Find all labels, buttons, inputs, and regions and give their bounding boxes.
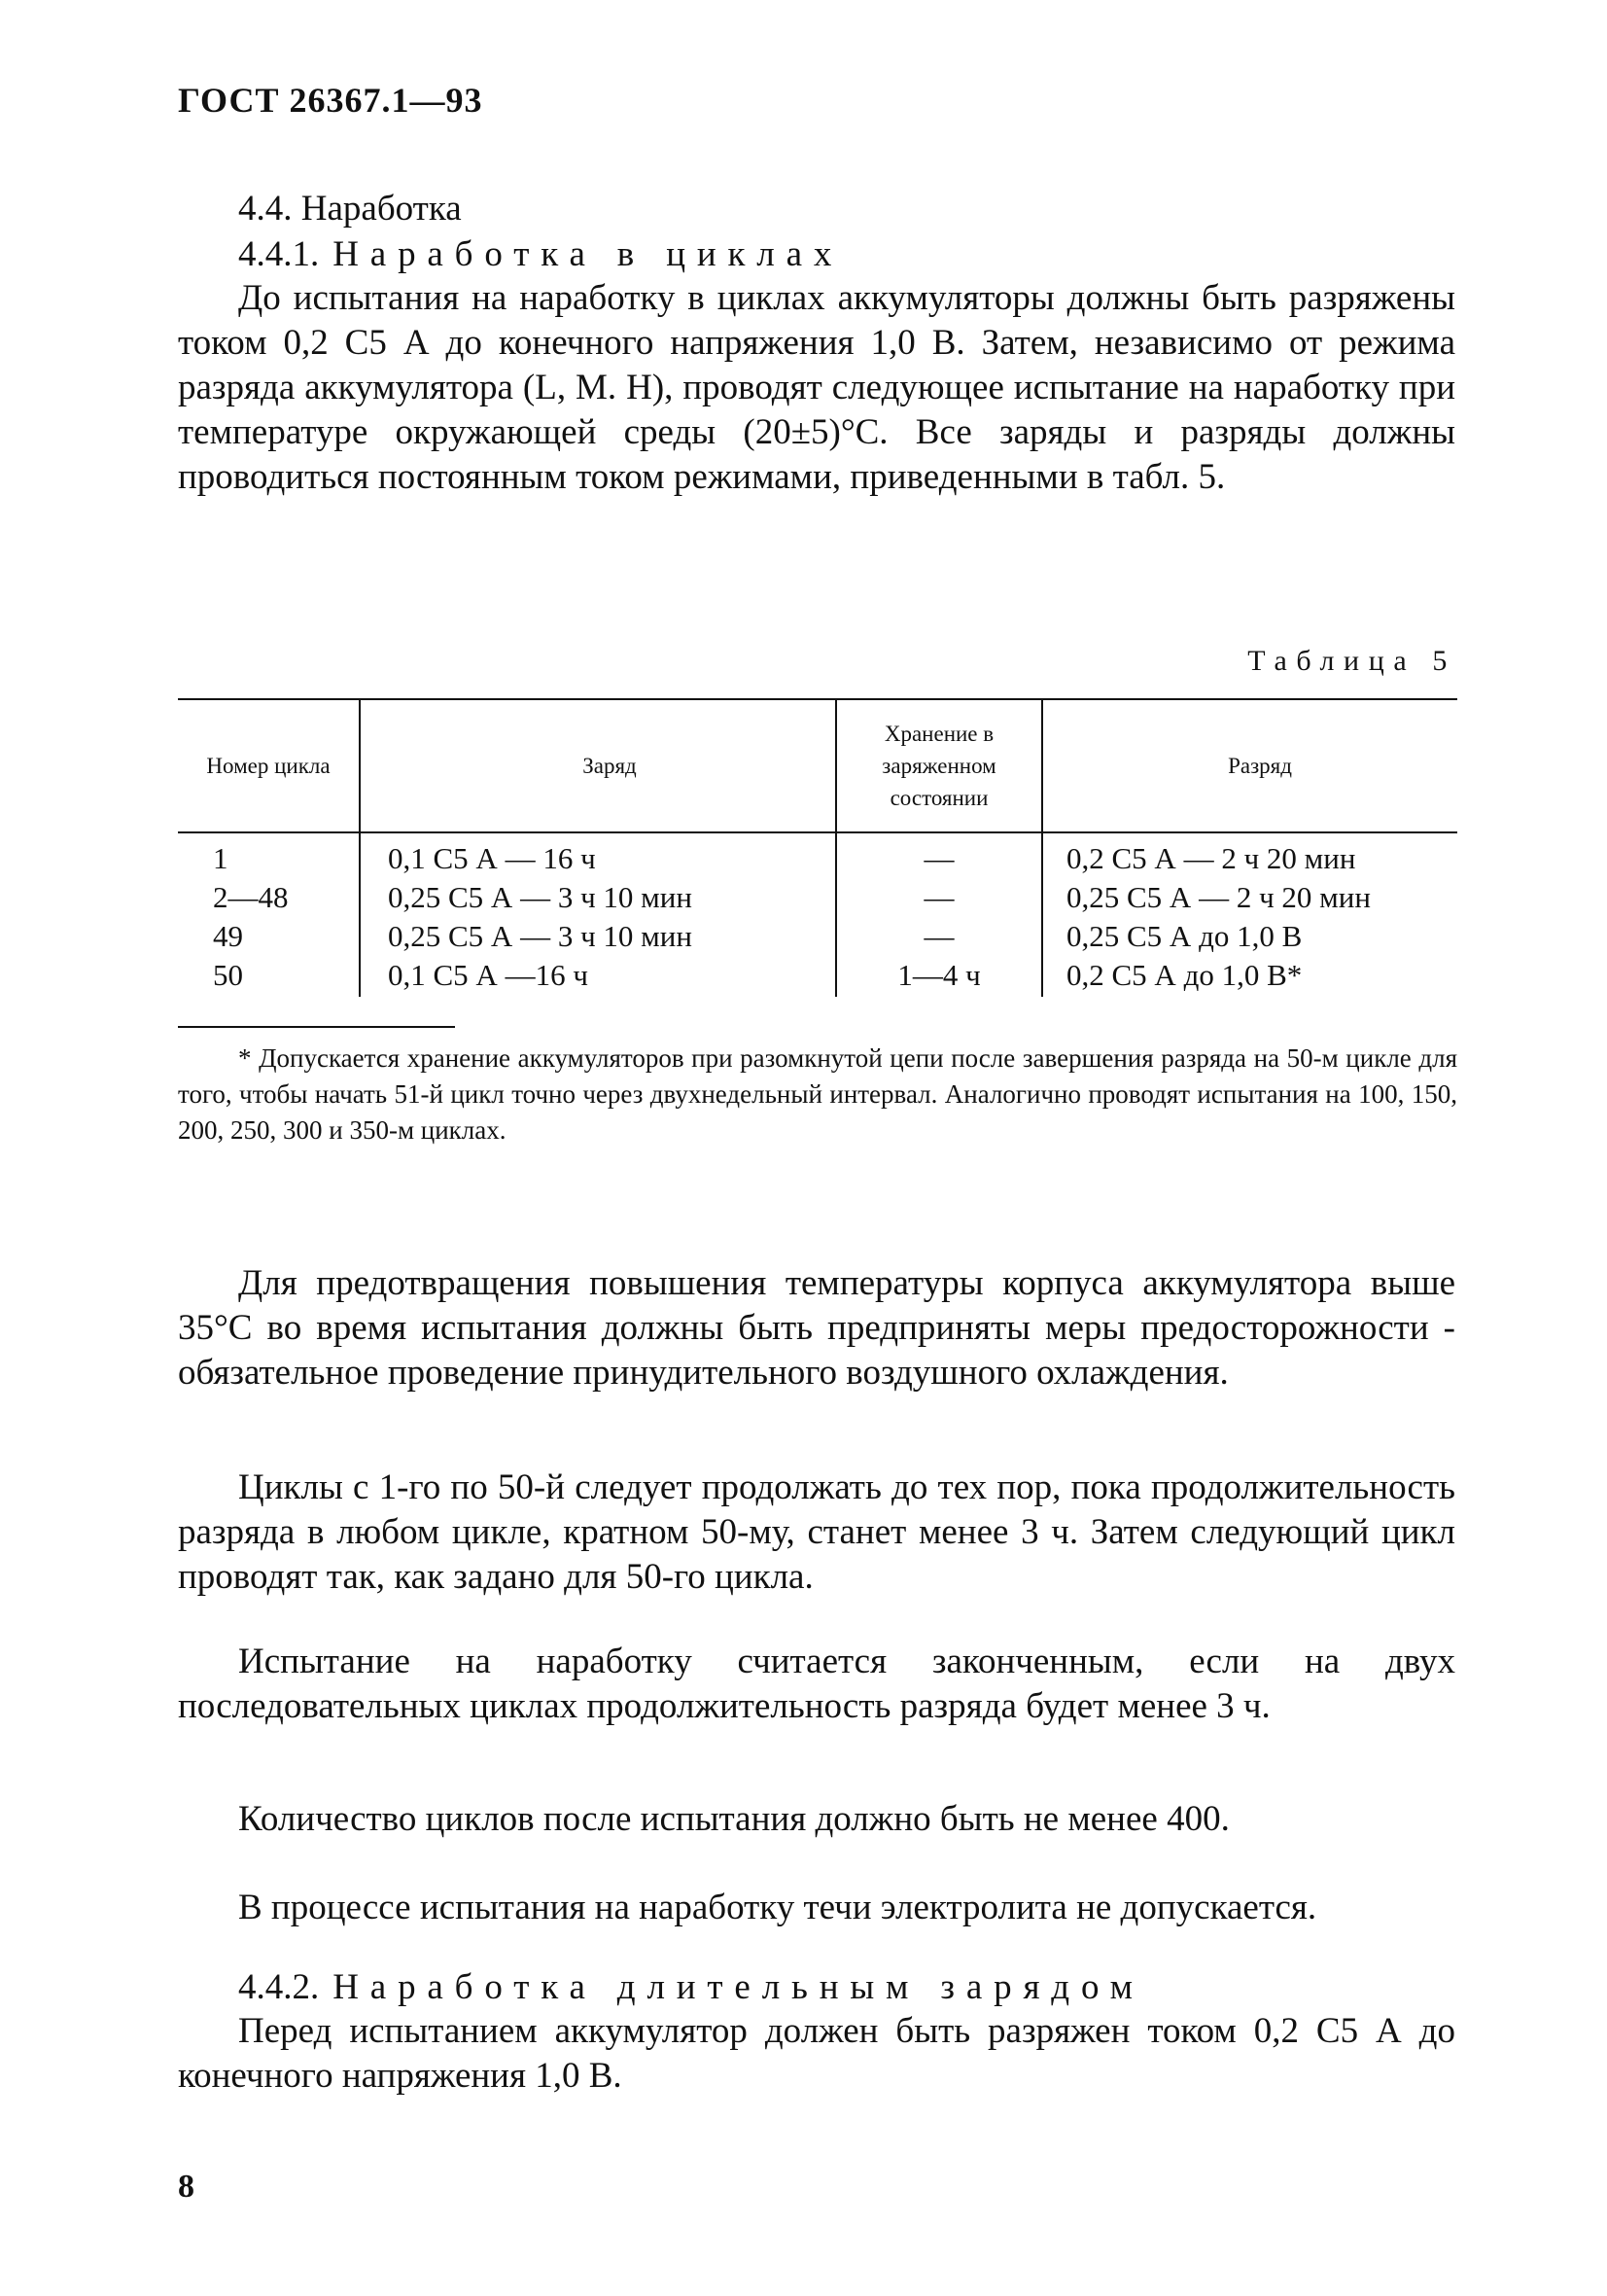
cell-cycle: 49: [213, 919, 243, 953]
header-storage: Хранение в заряженном состоянии: [836, 699, 1042, 832]
cell-charge: 0,1 C5 А —16 ч: [360, 956, 836, 997]
cell-cycle: 2—48: [213, 880, 289, 914]
header-discharge: Разряд: [1042, 699, 1457, 832]
intro-paragraph: До испытания на наработку в циклах аккумуляторы должны быть разряжены током 0,2 C5 А до конечного напряжения 1,0 В. Затем, независимо от режима разряда аккумулятора (L, М. Н), проводят следующее испытание на наработку при температуре окружающей среды (20±5)°С. Все заряды и разряды должны проводиться постоянным током режимами, приведенными в табл. 5.: [178, 278, 1455, 497]
cell-charge: 0,25 C5 А — 3 ч 10 мин: [360, 878, 836, 917]
subsection-title: Наработка в циклах: [332, 234, 844, 274]
cell-discharge: 0,25 C5 А до 1,0 В: [1042, 917, 1457, 956]
cell-discharge: 0,25 C5 А — 2 ч 20 мин: [1042, 878, 1457, 917]
paragraph-completion: Испытание на наработку считается законченным, если на двух последовательных циклах продолжительность разряда будет менее 3 ч.: [178, 1642, 1455, 1726]
cell-storage: 1—4 ч: [836, 956, 1042, 997]
cell-discharge: 0,2 C5 А — 2 ч 20 мин: [1042, 832, 1457, 878]
table-row: [178, 917, 1457, 956]
header-charge: Заряд: [360, 699, 836, 832]
paragraph-cycles: Циклы с 1-го по 50-й следует продолжать до тех пор, пока продолжительность разряда в любом цикле, кратном 50-му, станет менее 3 ч. Затем следующий цикл проводят так, как задано для 50-го цикла.: [178, 1467, 1455, 1597]
paragraph-leakage: В процессе испытания на наработку течи электролита не допускается.: [238, 1888, 1317, 1927]
table-row: [178, 832, 1457, 878]
page-number: 8: [178, 2169, 194, 2205]
subsection-number: 4.4.1.: [238, 234, 320, 274]
paragraph-cycle-count: Количество циклов после испытания должно быть не менее 400.: [238, 1799, 1230, 1839]
table-row: [178, 956, 1457, 997]
table-caption: Таблица 5: [1247, 645, 1456, 677]
cell-discharge: 0,2 C5 А до 1,0 В*: [1042, 956, 1457, 997]
paragraph-cooling: Для предотвращения повышения температуры корпуса аккумулятора выше 35°С во время испытания должны быть предприняты меры предосторожности - обязательное проведение принудительного воздушного охлаждения.: [178, 1263, 1455, 1393]
table-header-row: [178, 699, 1457, 832]
cell-storage: —: [836, 832, 1042, 878]
header-cycle-number: Номер цикла: [178, 699, 360, 832]
cell-charge: 0,25 C5 А — 3 ч 10 мин: [360, 917, 836, 956]
cell-cycle: 1: [213, 841, 228, 875]
subsection-number-2: 4.4.2.: [238, 1967, 320, 2007]
table-footnote: * Допускается хранение аккумуляторов при разомкнутой цепи после завершения разряда на 50-м цикле для того, чтобы начать 51-й цикл точно через двухнедельный интервал. Аналогично проводят испытания на 100, 150, 200, 250, 300 и 350-м циклах.: [178, 1043, 1457, 1145]
section-title: 4.4. Наработка: [238, 189, 462, 229]
paragraph-long-charge: Перед испытанием аккумулятор должен быть разряжен током 0,2 C5 А до конечного напряжения 1,0 В.: [178, 2011, 1455, 2096]
subsection-heading-2: [238, 1966, 1144, 2008]
cell-storage: —: [836, 917, 1042, 956]
document-code: ГОСТ 26367.1—93: [178, 81, 483, 120]
cycle-table: [178, 698, 1457, 997]
cell-storage: —: [836, 878, 1042, 917]
cell-cycle: 50: [213, 958, 243, 992]
table-row: [178, 878, 1457, 917]
subsection-heading: [238, 233, 843, 275]
cell-charge: 0,1 C5 А — 16 ч: [360, 832, 836, 878]
footnote-divider: [178, 1026, 455, 1028]
subsection-title-2: Наработка длительным зарядом: [332, 1967, 1144, 2007]
